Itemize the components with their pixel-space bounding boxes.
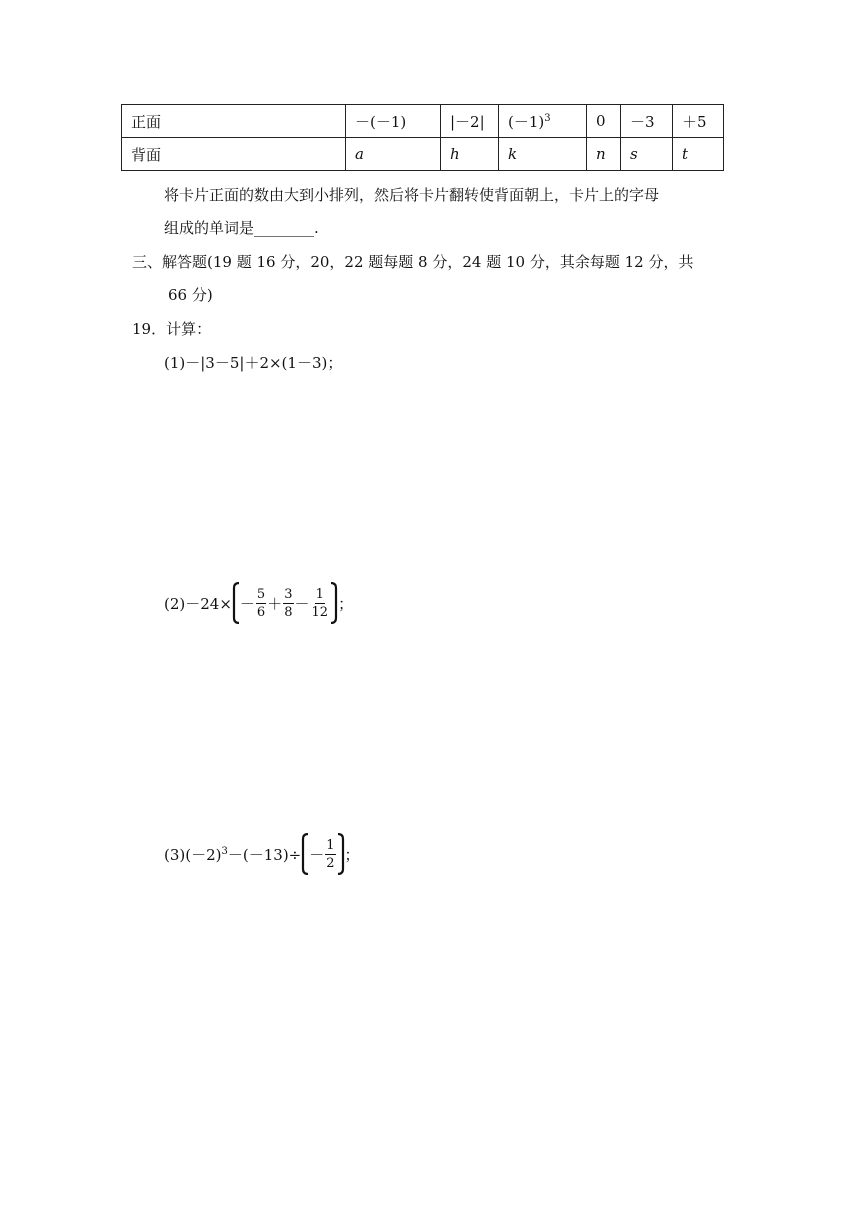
question-line-1: 将卡片正面的数由大到小排列，然后将卡片翻转使背面朝上，卡片上的字母	[164, 186, 660, 204]
question-19-part-3	[164, 833, 360, 875]
question-19-title: 19．计算：	[132, 320, 212, 338]
cell-back-6: t	[673, 138, 724, 171]
table-row-front	[122, 105, 724, 138]
cell-front-6: ＋5	[673, 105, 724, 138]
part3-sign: －	[309, 845, 325, 864]
left-bracket-icon	[232, 582, 240, 624]
table-row-back	[122, 138, 724, 171]
question-line-2: 组成的单词是________.	[164, 219, 319, 237]
section-heading-line-2: 66 分)	[168, 286, 213, 304]
cell-back-2: h	[441, 138, 499, 171]
card-table	[121, 104, 724, 171]
part3-middle: －(－13)÷	[227, 845, 302, 864]
part2-op-2: ＋	[267, 594, 283, 613]
cell-back-4: n	[587, 138, 621, 171]
cell-back-3: k	[499, 138, 587, 171]
part2-term1-sign: －	[239, 594, 255, 613]
part2-op-3: －	[294, 594, 310, 613]
left-bracket-icon	[301, 833, 309, 875]
part3-prefix: $(3)(-2)^3$	[164, 845, 228, 864]
cell-front-2: |－2|	[441, 105, 499, 138]
part3-suffix: ；	[344, 845, 360, 864]
right-bracket-icon	[330, 582, 338, 624]
part2-fraction-1: $\frac{5}{6}$	[256, 586, 266, 620]
section-heading-line-1: 三、解答题(19 题 16 分，20，22 题每题 8 分，24 题 10 分，其余每题 12 分，共	[132, 253, 694, 271]
part2-suffix: ；	[338, 594, 354, 613]
cell-front-5: －3	[621, 105, 673, 138]
part3-fraction: $\frac{1}{2}$	[326, 837, 335, 871]
cell-front-4: 0	[587, 105, 621, 138]
cell-back-1: a	[346, 138, 441, 171]
row-label-back: 背面	[122, 138, 346, 171]
question-19-part-2	[164, 582, 353, 624]
part2-paren-group	[232, 582, 338, 624]
cell-back-5: s	[621, 138, 673, 171]
part2-prefix: (2)－24×	[164, 594, 232, 613]
cell-front-1: －(－1)	[346, 105, 441, 138]
cell-front-3: $(-1)^3$	[499, 105, 587, 138]
row-label-front: 正面	[122, 105, 346, 138]
part2-fraction-2: $\frac{3}{8}$	[284, 586, 293, 620]
right-bracket-icon	[337, 833, 345, 875]
part3-paren-group	[301, 833, 344, 875]
part2-fraction-3: $\frac{1}{12}$	[311, 586, 329, 620]
question-19-part-1: (1)－|3－5|＋2×(1－3)；	[164, 354, 343, 372]
